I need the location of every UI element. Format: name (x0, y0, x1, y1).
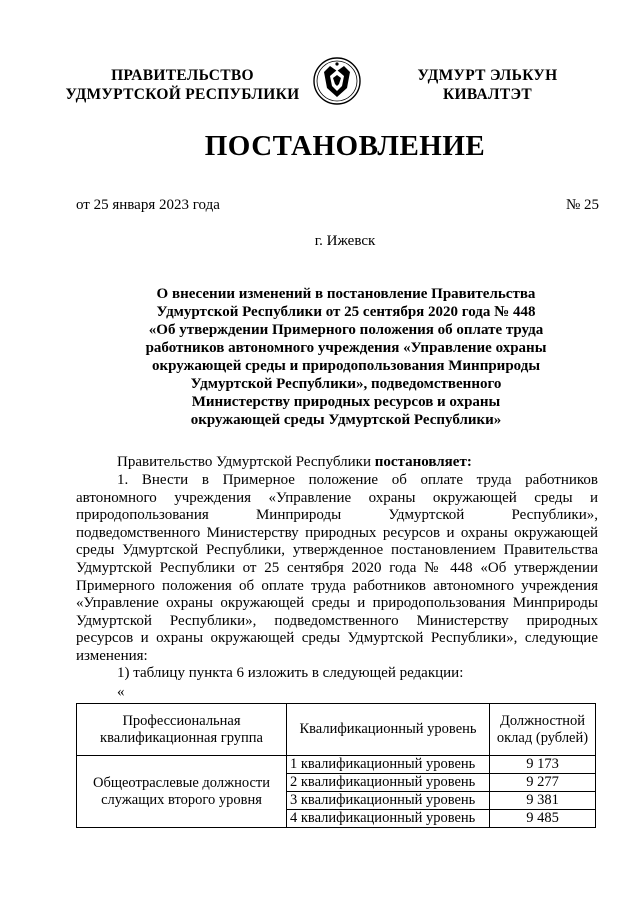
title-line: Удмуртской Республики», подведомственного (190, 376, 502, 392)
government-name-ru (55, 66, 310, 104)
document-type-heading: ПОСТАНОВЛЕНИЕ (204, 130, 486, 162)
intro-text: Правительство Удмуртской Республики (117, 454, 375, 470)
paragraph-line: Удмуртской Республики от 25 сентября 2020 года № 448 «Об утверждении (76, 559, 598, 576)
paragraph-line: Удмуртской Республики», подведомственного Министерству природных (76, 612, 598, 629)
subitem-1: 1) таблицу пункта 6 изложить в следующей редакции: (117, 665, 464, 681)
title-line: Министерству природных ресурсов и охраны (191, 394, 501, 410)
table-header-level: Квалификационный уровень (287, 704, 490, 756)
intro-paragraph (117, 454, 472, 472)
paragraph-line: Примерного положения об оплате труда работников автономного учреждения (76, 577, 598, 594)
table-cell-group: Общеотраслевые должности служащих второго уровня (77, 756, 287, 828)
title-line: окружающей среды Удмуртской Республики» (190, 412, 502, 428)
paragraph-line: природопользования Минприроды Удмуртской Республики», (76, 507, 598, 524)
title-line: работников автономного учреждения «Управление охраны (145, 340, 547, 356)
document-number: № 25 (566, 197, 600, 213)
document-date: от 25 января 2023 года (76, 197, 220, 213)
paragraph-line: «Управление охраны окружающей среды и природопользования Минприроды (76, 595, 598, 612)
table-cell-salary: 9 381 (490, 792, 596, 810)
title-line: Удмуртской Республики от 25 сентября 2020 года № 448 (156, 304, 536, 320)
paragraph-line: автономного учреждения «Управление охраны окружающей среды и (76, 489, 598, 506)
government-name-udm-line2: КИВАЛТЭТ (443, 86, 532, 103)
salary-table (76, 703, 596, 828)
table-cell-level: 3 квалификационный уровень (287, 792, 490, 810)
title-line: «Об утверждении Примерного положения об оплате труда (148, 322, 544, 338)
paragraph-line: среды Удмуртской Республики, утвержденное постановлением Правительства (76, 542, 598, 559)
table-row (77, 756, 596, 774)
table-cell-level: 4 квалификационный уровень (287, 810, 490, 828)
title-line: окружающей среды и природопользования Минприроды (151, 358, 541, 374)
paragraph-line: 1. Внести в Примерное положение об оплате труда работников (117, 472, 598, 488)
item-1-paragraph (76, 472, 598, 666)
government-name-line2: УДМУРТСКОЙ РЕСПУБЛИКИ (65, 86, 300, 103)
government-name-udm (395, 66, 580, 104)
opening-quote: « (117, 684, 125, 700)
coat-of-arms-icon (312, 56, 362, 106)
table-cell-salary: 9 485 (490, 810, 596, 828)
table-cell-level: 2 квалификационный уровень (287, 774, 490, 792)
document-title (112, 285, 580, 429)
paragraph-line: изменения: (76, 647, 148, 664)
paragraph-line: ресурсов и охраны окружающей среды Удмуртской Республики», следующие (76, 630, 598, 647)
table-header-group: Профессиональная квалификационная группа (77, 704, 287, 756)
table-cell-salary: 9 173 (490, 756, 596, 774)
government-name-udm-line1: УДМУРТ ЭЛЬКУН (417, 67, 558, 84)
table-header-salary: Должностной оклад (рублей) (490, 704, 596, 756)
title-line: О внесении изменений в постановление Правительства (156, 286, 536, 302)
table-cell-level: 1 квалификационный уровень (287, 756, 490, 774)
table-header-row (77, 704, 596, 756)
document-city: г. Ижевск (314, 233, 376, 249)
table-cell-salary: 9 277 (490, 774, 596, 792)
paragraph-line: подведомственного Министерству природных ресурсов и охраны окружающей (76, 524, 598, 541)
intro-verb: постановляет: (374, 454, 472, 470)
government-name-line1: ПРАВИТЕЛЬСТВО (111, 67, 254, 84)
